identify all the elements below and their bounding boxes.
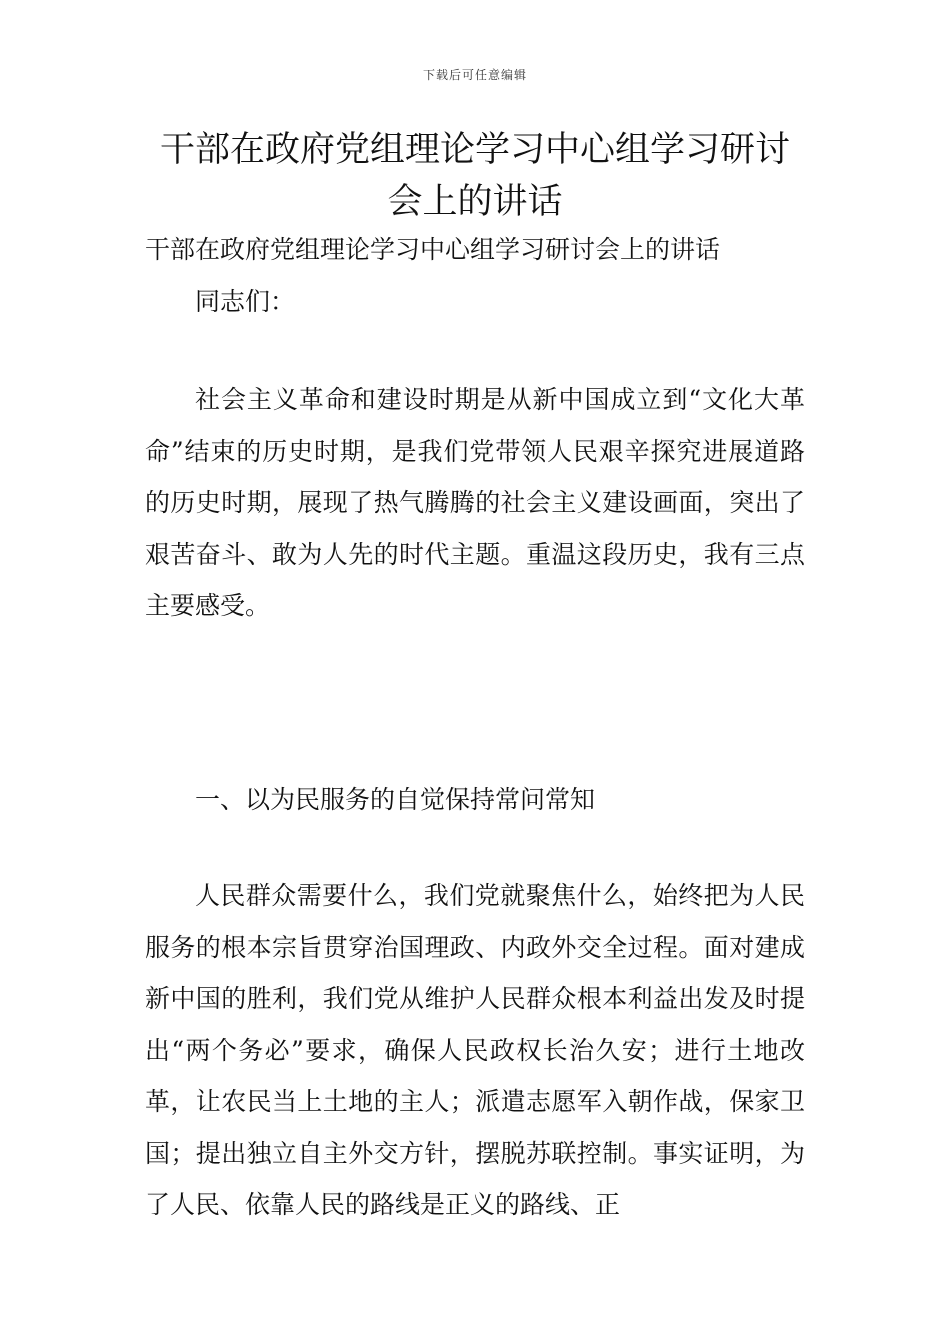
paragraph-text: 人民群众需要什么，我们党就聚焦什么，始终把为人民服务的根本宗旨贯穿治国理政、内政外交全过程。面对建成新中国的胜利，我们党从维护人民群众根本利益出发及时提出“两个务必”要求，确保人民政权长治久安；进行土地改革，让农民当上土地的主人；派遣志愿军入朝作战，保家卫国；提出独立自主外交方针，摆脱苏联控制。事实证明，为了人民、依靠人民的路线是正义的路线、正 <box>145 881 805 1219</box>
document-title: 干部在政府党组理论学习中心组学习研讨会上的讲话 <box>159 130 790 222</box>
section-heading: 一、以为民服务的自觉保持常问常知 <box>195 785 596 814</box>
paragraph-intro <box>145 374 805 632</box>
header-note: 下载后可任意编辑 <box>422 68 527 82</box>
document-subtitle: 干部在政府党组理论学习中心组学习研讨会上的讲话 <box>145 235 721 264</box>
greeting: 同志们： <box>195 286 296 316</box>
paragraph-section-one <box>145 870 805 1231</box>
section-heading-block <box>145 774 805 826</box>
document-body <box>145 224 805 327</box>
paragraph-text: 社会主义革命和建设时期是从新中国成立到“文化大革命”结束的历史时期，是我们党带领人民艰辛探究进展道路的历史时期，展现了热气腾腾的社会主义建设画面，突出了艰苦奋斗、敢为人先的时代主题。重温这段历史，我有三点主要感受。 <box>145 385 805 620</box>
